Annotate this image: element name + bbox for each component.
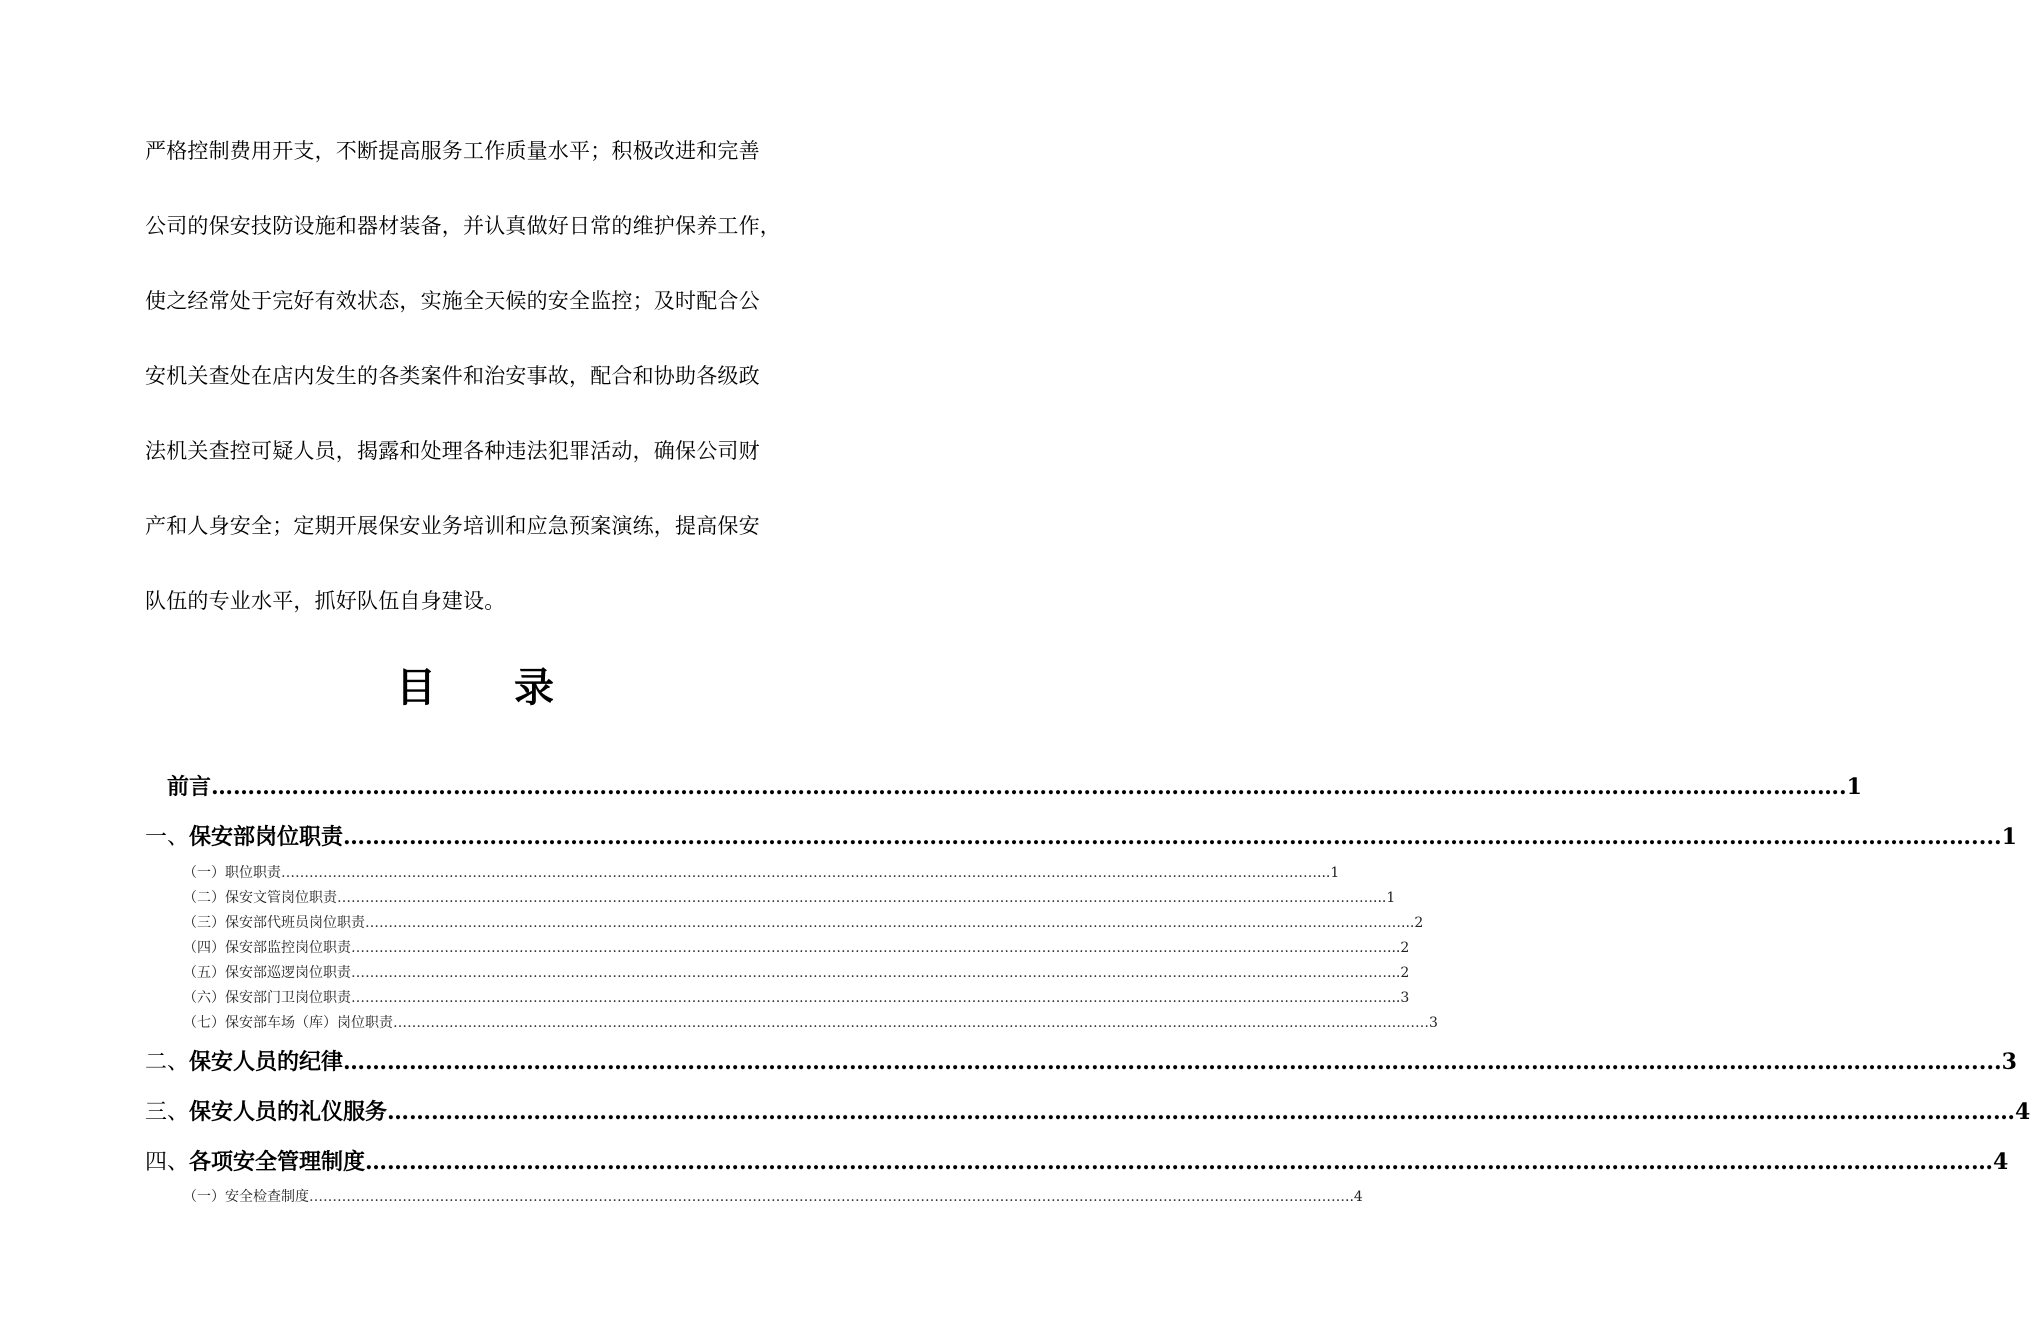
toc-entry-number: （五） [183,965,225,981]
toc-entry-section[interactable] [183,862,1340,884]
toc-entry-number: 三、 [145,1100,190,1125]
toc-entry-page: ....3 [1971,1049,2017,1075]
toc-entry-number: （六） [183,990,225,1006]
paragraph-line: 使之经常处于完好有效状态，实施全天候的安全监控；及时配合公 [145,289,760,313]
toc-leader: …………………………………………………………………………………………………………………………………………………………………………………………………… [351,940,1387,956]
toc-entry-label: 安全检查制度 [225,1189,309,1205]
toc-entry-number: 一、 [145,825,190,850]
toc-entry-number: （一） [183,1189,225,1205]
toc-entry-section[interactable] [183,1186,1363,1208]
toc-entry-page: ...1 [1317,865,1340,881]
toc-entry-page: ...3 [1387,990,1410,1006]
toc-title-char: 录 [514,664,554,711]
toc-leader: …………………………………………………………………………………………………………………………………………………………………………………………………… [343,824,1972,850]
toc-leader: …………………………………………………………………………………………………………………………………………………………………………………………………… [365,1149,1994,1175]
toc-entry-page: ..4 [1345,1189,1363,1205]
toc-entry-label: 保安部门卫岗位职责 [225,990,351,1006]
toc-leader: …………………………………………………………………………………………………………………………………………………………………………………………………… [365,915,1401,931]
toc-entry-chapter-1[interactable] [145,820,2017,852]
toc-entry-section[interactable] [183,937,1410,959]
toc-entry-number: （二） [183,890,225,906]
toc-leader: …………………………………………………………………………………………………………………………………………………………………………………………………… [337,890,1373,906]
toc-entry-page: 4 [2015,1099,2030,1125]
toc-entry-chapter-3[interactable] [145,1095,2030,1127]
toc-entry-page: ....1 [1971,824,2017,850]
toc-leader: …………………………………………………………………………………………………………………………………………………………………………………………………… [211,774,1840,800]
toc-entry-page: 4 [1993,1149,2009,1175]
toc-entry-number: 四、 [145,1150,190,1175]
paragraph-line: 严格控制费用开支，不断提高服务工作质量水平；积极改进和完善 [145,139,760,163]
toc-entry-section[interactable] [183,887,1396,909]
toc-entry-label: 保安人员的礼仪服务 [189,1099,388,1125]
toc-leader: …………………………………………………………………………………………………………………………………………………………………………………………………… [309,1189,1345,1205]
toc-entry-section[interactable] [183,987,1410,1009]
toc-entry-label: 前言 [167,774,212,800]
toc-entry-page: ...2 [1401,915,1424,931]
toc-entry-preface[interactable] [167,770,1862,802]
toc-entry-number: （三） [183,915,225,931]
toc-entry-label: 保安部巡逻岗位职责 [225,965,351,981]
toc-entry-label: 保安人员的纪律 [189,1049,344,1075]
toc-title-char: 目 [396,664,436,711]
paragraph-line: 公司的保安技防设施和器材装备，并认真做好日常的维护保养工作， [145,214,781,238]
toc-entry-page: ...2 [1387,965,1410,981]
toc-entry-number: （一） [183,865,225,881]
paragraph-line: 产和人身安全；定期开展保安业务培训和应急预案演练，提高保安 [145,514,760,538]
toc-leader: …………………………………………………………………………………………………………………………………………………………………………………………………… [351,965,1387,981]
toc-entry-chapter-4[interactable] [145,1145,2009,1177]
toc-entry-label: 职位职责 [225,865,281,881]
toc-entry-label: 保安文管岗位职责 [225,890,337,906]
toc-entry-page: ...2 [1387,940,1410,956]
toc-entry-label: 保安部车场（库）岗位职责 [225,1015,393,1031]
toc-entry-chapter-2[interactable] [145,1045,2017,1077]
toc-entry-number: （七） [183,1015,225,1031]
paragraph-line: 安机关查处在店内发生的各类案件和治安事故，配合和协助各级政 [145,364,760,388]
paragraph-line: 法机关查控可疑人员，揭露和处理各种违法犯罪活动，确保公司财 [145,439,760,463]
toc-entry-section[interactable] [183,962,1410,984]
toc-entry-page: 3 [1429,1015,1438,1031]
toc-leader: …………………………………………………………………………………………………………………………………………………………………………………………………… [343,1049,1972,1075]
toc-entry-page: ...1 [1373,890,1396,906]
toc-title [0,660,950,716]
paragraph-line: 队伍的专业水平，抓好队伍自身建设。 [145,589,506,613]
toc-entry-number: （四） [183,940,225,956]
toc-entry-label: 保安部代班员岗位职责 [225,915,365,931]
toc-leader: …………………………………………………………………………………………………………………………………………………………………………………………………… [393,1015,1429,1031]
toc-leader: …………………………………………………………………………………………………………………………………………………………………………………………………… [387,1099,2016,1125]
toc-entry-number: 二、 [145,1050,190,1075]
toc-leader: …………………………………………………………………………………………………………………………………………………………………………………………………… [281,865,1317,881]
toc-entry-page: .1 [1839,774,1862,800]
toc-leader: …………………………………………………………………………………………………………………………………………………………………………………………………… [351,990,1387,1006]
toc-entry-label: 保安部岗位职责 [189,824,344,850]
toc-entry-section[interactable] [183,1012,1438,1034]
toc-entry-label: 保安部监控岗位职责 [225,940,351,956]
toc-entry-section[interactable] [183,912,1424,934]
toc-entry-label: 各项安全管理制度 [189,1149,366,1175]
